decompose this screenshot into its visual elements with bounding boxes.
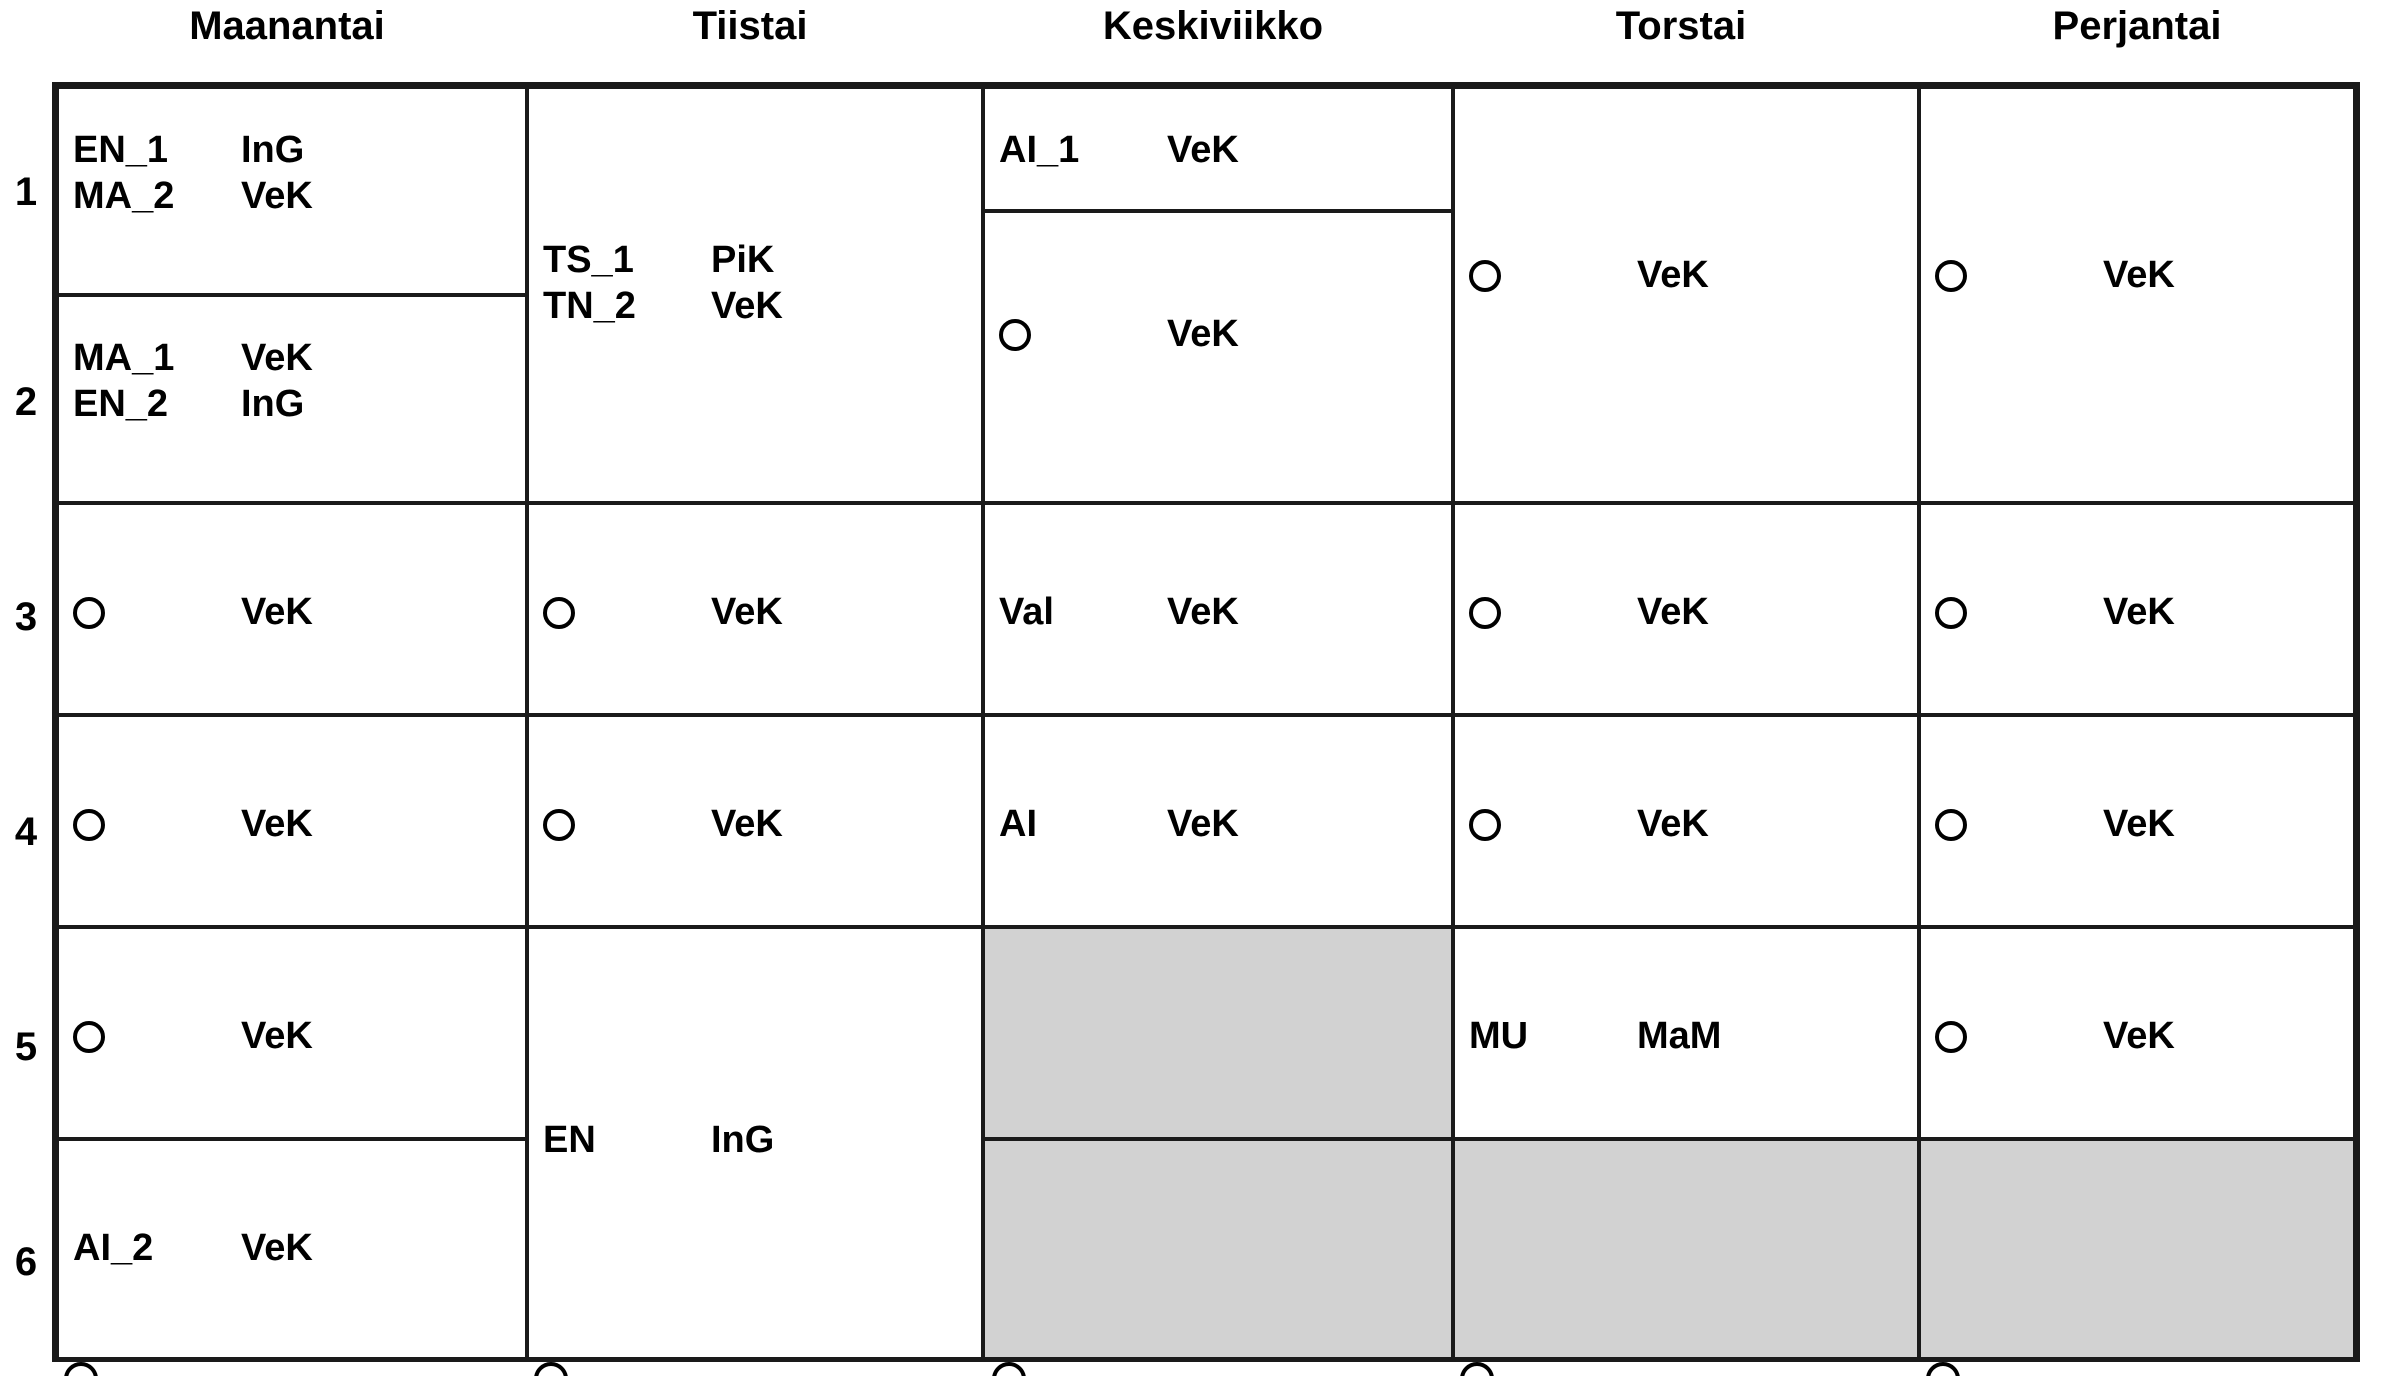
cell-keskiviikko-3[interactable]: [985, 505, 1455, 717]
entry-teacher: InG: [241, 129, 305, 171]
entry-code: [1935, 1021, 2103, 1053]
entry-code: MA_1: [73, 337, 175, 379]
circle-icon: [992, 1362, 1026, 1376]
entry-mon-5: [73, 1015, 517, 1058]
cell-keskiviikko-6-empty[interactable]: [985, 1141, 1455, 1357]
day-header-maanantai: Maanantai: [189, 4, 385, 48]
entry-teacher: VeK: [241, 1227, 313, 1269]
entry-teacher: VeK: [1637, 803, 1709, 845]
day-header-torstai: Torstai: [1615, 4, 1747, 48]
entry-tue-56: [543, 1119, 973, 1162]
entry-fri-3: [1935, 591, 2345, 634]
entry-code: TS_1: [543, 239, 634, 281]
hour-label-3: 3: [14, 595, 38, 639]
entry-teacher: VeK: [2103, 254, 2175, 296]
entry-fri-4: [1935, 803, 2345, 846]
cell-maanantai-3[interactable]: [59, 505, 529, 717]
entry-teacher: MaM: [1637, 1015, 1722, 1057]
entry-mon-1b: [73, 175, 517, 218]
entry-tue-12b: [543, 285, 973, 328]
cell-perjantai-1-2[interactable]: [1921, 89, 2353, 505]
entry-mon-3: [73, 591, 517, 634]
circle-icon: [64, 1362, 98, 1376]
day-header-perjantai: Perjantai: [2052, 4, 2222, 48]
day-header-keskiviikko: Keskiviikko: [1102, 4, 1324, 48]
entry-teacher: VeK: [2103, 1015, 2175, 1057]
entry-teacher: VeK: [1637, 254, 1709, 296]
entry-code: [1935, 597, 2103, 629]
entry-code: TN_2: [543, 285, 636, 327]
entry-thu-5: [1469, 1015, 1909, 1058]
entry-teacher: InG: [711, 1119, 775, 1161]
cell-keskiviikko-4[interactable]: [985, 717, 1455, 929]
entry-teacher: VeK: [1167, 129, 1239, 171]
entry-code: [1935, 260, 2103, 292]
circle-icon: [1935, 809, 1967, 841]
cell-keskiviikko-2[interactable]: [985, 213, 1455, 505]
entry-mon-4: [73, 803, 517, 846]
entry-teacher: VeK: [711, 285, 783, 327]
entry-tue-4: [543, 803, 973, 846]
entry-mon-6: [73, 1227, 517, 1270]
circle-icon: [73, 809, 105, 841]
entry-code: EN: [543, 1119, 596, 1161]
hour-label-5: 5: [14, 1025, 38, 1069]
entry-code: MU: [1469, 1015, 1529, 1057]
cell-perjantai-4[interactable]: [1921, 717, 2353, 929]
circle-icon: [1935, 597, 1967, 629]
entry-code: [73, 1021, 241, 1053]
entry-code: [1469, 597, 1637, 629]
entry-mon-2b: [73, 383, 517, 426]
entry-fri-12: [1935, 254, 2345, 297]
entry-code: AI: [999, 803, 1037, 845]
entry-code: [999, 319, 1167, 351]
entry-teacher: PiK: [711, 239, 775, 281]
entry-code: AI_2: [73, 1227, 154, 1269]
entry-teacher: VeK: [2103, 591, 2175, 633]
cell-keskiviikko-5-empty[interactable]: [985, 929, 1455, 1141]
entry-mon-1a: [73, 129, 517, 172]
entry-fri-5: [1935, 1015, 2345, 1058]
entry-teacher: VeK: [711, 591, 783, 633]
entry-code: Val: [999, 591, 1054, 633]
circle-icon: [1935, 260, 1967, 292]
entry-teacher: VeK: [241, 175, 313, 217]
hour-label-6: 6: [14, 1240, 38, 1284]
cell-maanantai-4[interactable]: [59, 717, 529, 929]
cell-tiistai-3[interactable]: [529, 505, 985, 717]
entry-wed-1: [999, 129, 1443, 172]
cell-maanantai-6[interactable]: [59, 1141, 529, 1357]
cut-off-row: [52, 1362, 2360, 1376]
cell-maanantai-2[interactable]: [59, 297, 529, 505]
circle-icon: [73, 1021, 105, 1053]
entry-teacher: VeK: [1167, 803, 1239, 845]
circle-icon: [1469, 597, 1501, 629]
entry-teacher: InG: [241, 383, 305, 425]
circle-icon: [999, 319, 1031, 351]
hour-label-1: 1: [14, 170, 38, 214]
entry-code: [543, 809, 711, 841]
cell-tiistai-1-2[interactable]: [529, 89, 985, 505]
entry-teacher: VeK: [241, 591, 313, 633]
entry-teacher: VeK: [1167, 591, 1239, 633]
circle-icon: [1460, 1362, 1494, 1376]
entry-code: AI_1: [999, 129, 1080, 171]
cell-torstai-1-2[interactable]: [1455, 89, 1921, 505]
entry-code: EN_1: [73, 129, 169, 171]
circle-icon: [73, 597, 105, 629]
entry-thu-3: [1469, 591, 1909, 634]
entry-teacher: VeK: [2103, 803, 2175, 845]
timetable-grid: [52, 82, 2360, 1362]
entry-teacher: VeK: [241, 1015, 313, 1057]
cell-torstai-4[interactable]: [1455, 717, 1921, 929]
entry-teacher: VeK: [1637, 591, 1709, 633]
cell-torstai-5[interactable]: [1455, 929, 1921, 1141]
day-header-tiistai: Tiistai: [692, 4, 808, 48]
entry-teacher: VeK: [241, 803, 313, 845]
entry-code: [1469, 809, 1637, 841]
hour-label-2: 2: [14, 380, 38, 424]
entry-code: [1935, 809, 2103, 841]
entry-teacher: VeK: [711, 803, 783, 845]
circle-icon: [543, 597, 575, 629]
entry-code: [73, 809, 241, 841]
circle-icon: [1926, 1362, 1960, 1376]
cell-torstai-6-empty[interactable]: [1455, 1141, 1921, 1357]
circle-icon: [1469, 260, 1501, 292]
day-header-row: [0, 0, 2400, 70]
circle-icon: [1935, 1021, 1967, 1053]
entry-wed-2: [999, 313, 1443, 356]
cell-tiistai-5-6[interactable]: [529, 929, 985, 1357]
circle-icon: [543, 809, 575, 841]
entry-mon-2a: [73, 337, 517, 380]
cell-torstai-3[interactable]: [1455, 505, 1921, 717]
entry-code: [73, 597, 241, 629]
hour-number-column: [0, 80, 52, 1360]
cell-perjantai-5[interactable]: [1921, 929, 2353, 1141]
circle-icon: [1469, 809, 1501, 841]
cell-maanantai-1[interactable]: [59, 89, 529, 297]
entry-teacher: VeK: [241, 337, 313, 379]
entry-wed-3: [999, 591, 1443, 634]
circle-icon: [534, 1362, 568, 1376]
cell-perjantai-6-empty[interactable]: [1921, 1141, 2353, 1357]
entry-code: [543, 597, 711, 629]
cell-maanantai-5[interactable]: [59, 929, 529, 1141]
cell-tiistai-4[interactable]: [529, 717, 985, 929]
entry-teacher: VeK: [1167, 313, 1239, 355]
entry-wed-4: [999, 803, 1443, 846]
entry-thu-4: [1469, 803, 1909, 846]
entry-code: MA_2: [73, 175, 175, 217]
entry-thu-12: [1469, 254, 1909, 297]
entry-code: [1469, 260, 1637, 292]
entry-tue-12a: [543, 239, 973, 282]
hour-label-4: 4: [14, 810, 38, 854]
entry-tue-3: [543, 591, 973, 634]
entry-code: EN_2: [73, 383, 169, 425]
cell-perjantai-3[interactable]: [1921, 505, 2353, 717]
cell-keskiviikko-1[interactable]: [985, 89, 1455, 213]
